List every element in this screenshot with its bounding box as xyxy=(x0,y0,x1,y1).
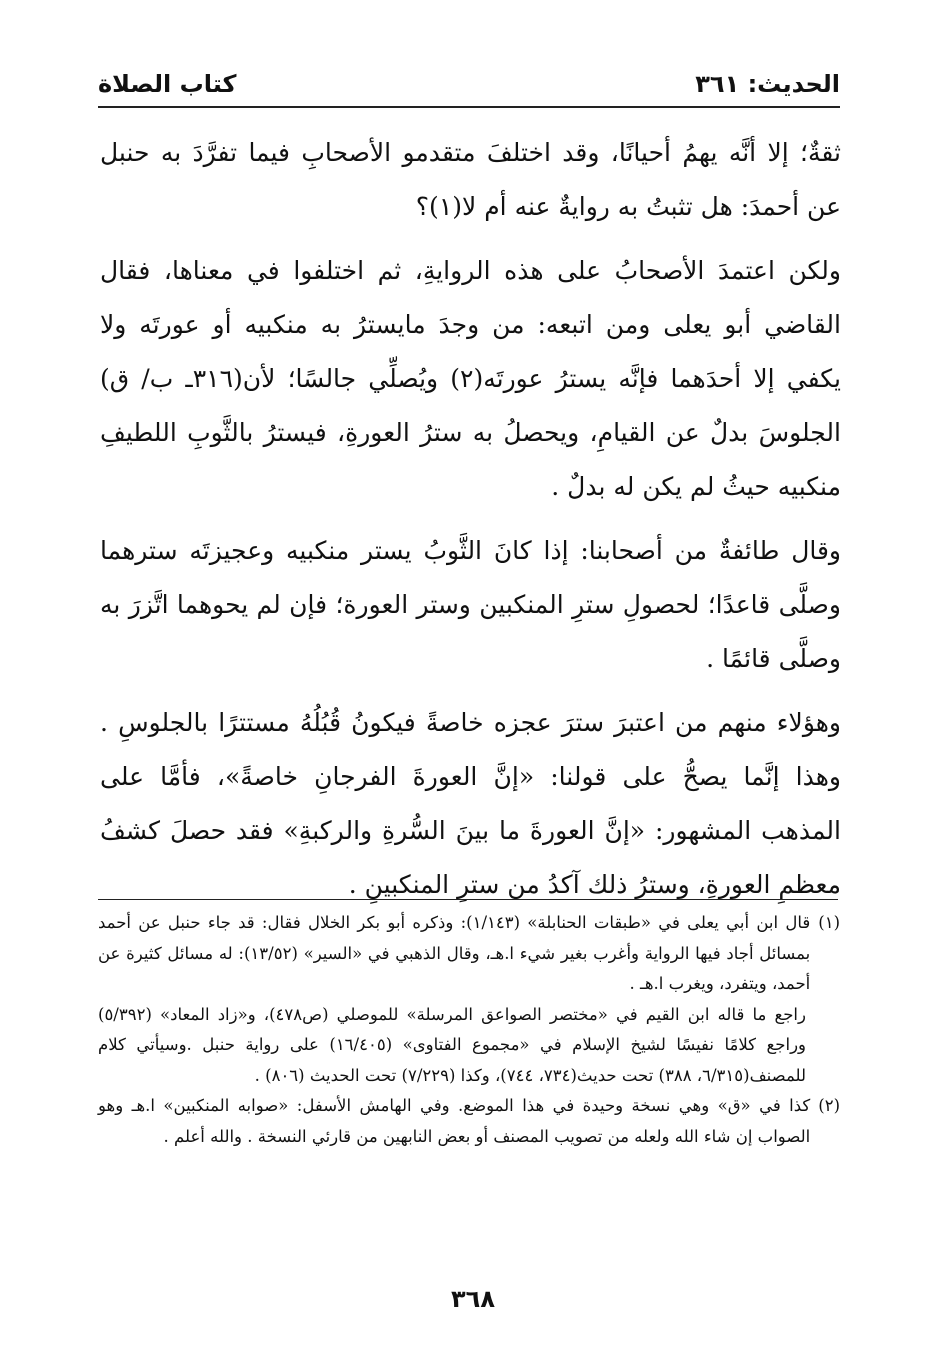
footnote xyxy=(98,1091,840,1152)
footnote-continuation: راجع ما قاله ابن القيم في «مختصر الصواعق المرسلة» للموصلي (ص٤٧٨)، و«زاد المعاد» (٥/٣٩٢) وراجع كلامًا نفيسًا لشيخ الإسلام في «مجموع الفتاوى» (١٦/٤٠٥) على رواية حنبل .وسيأتي كلام للمصنف(٦/٣١٥، ٣٨٨) تحت حديث(٧٣٤، ٧٤٤)، وكذا (٧/٢٢٩) تحت الحديث (٨٠٦) . xyxy=(98,1004,807,1085)
main-text xyxy=(100,126,841,922)
page-number: ٣٦٨ xyxy=(451,1285,495,1313)
footnote-separator xyxy=(98,899,838,900)
running-header xyxy=(98,58,840,108)
paragraph: ثقةٌ؛ إلا أنَّه يهمُ أحيانًا، وقد اختلفَ متقدمو الأصحابِ فيما تفرَّدَ به حنبل عن أحمدَ: هل تثبتُ به روايةٌ عنه أم لا(١)؟ xyxy=(100,138,841,221)
book-section-title: كتاب الصلاة xyxy=(98,70,237,98)
paragraph: وهؤلاء منهم من اعتبرَ سترَ عجزه خاصةً فيكونُ قُبُلُهُ مستترًا بالجلوسِ . وهذا إنَّما يصحُّ على قولنا: «إنَّ العورةَ الفرجانِ خاصةً»، فأمَّا على المذهب المشهور: «إنَّ العورةَ ما بينَ السُّرةِ والركبةِ» فقد حصلَ كشفُ معظمِ العورةِ، وسترُ ذلك آكدُ من سترِ المنكبينِ . xyxy=(100,708,841,899)
paragraph: ولكن اعتمدَ الأصحابُ على هذه الروايةِ، ثم اختلفوا في معناها، فقال القاضي أبو يعلى ومن اتبعه: من وجدَ مايسترُ به منكبيه أو عورتَه ولا يكفي إلا أحدَهما فإنَّه يسترُ عورتَه(٢) ويُصلِّي جالسًا؛ لأن(٣١٦ـ ب/ ق) الجلوسَ بدلٌ عن القيامِ، ويحصلُ به سترُ العورةِ، فيسترُ بالثَّوبِ اللطيفِ منكبيه حيثُ لم يكن له بدلٌ . xyxy=(100,256,842,501)
footnote-number: (٢) xyxy=(818,1096,840,1115)
paragraph: وقال طائفةٌ من أصحابنا: إذا كانَ الثَّوبُ يستر منكبيه وعجيزتَه سترهما وصلَّى قاعدًا؛ لحصولِ سترِ المنكبين وستر العورة؛ فإن لم يحوهما اتَّزرَ به وصلَّى قائمًا . xyxy=(100,536,841,673)
hadith-number: الحديث: ٣٦١ xyxy=(695,70,840,98)
footnote-text: قال ابن أبي يعلى في «طبقات الحنابلة» (١/١٤٣): وذكره أبو بكر الخلال فقال: قد جاء حنبل عن أحمد بمسائل أجاد فيها الرواية وأغرب بغير شيء ا.هـ، وقال الذهبي في «السير» (١٣/٥٢): له مسائل كثيرة عن أحمد، ويتفرد، ويغرب ا.هـ . xyxy=(98,913,811,993)
footnote-number: (١) xyxy=(818,913,840,932)
footnote xyxy=(98,908,840,1000)
footnote-text: كذا في «ق» وهي نسخة وحيدة في هذا الموضع. وفي الهامش الأسفل: «صوابه المنكبين» ا.هـ وهو الصواب إن شاء الله ولعله من تصويب المصنف أو بعض النابهين من قارئي النسخة . والله أعلم . xyxy=(98,1096,811,1146)
footnotes xyxy=(98,908,840,1152)
